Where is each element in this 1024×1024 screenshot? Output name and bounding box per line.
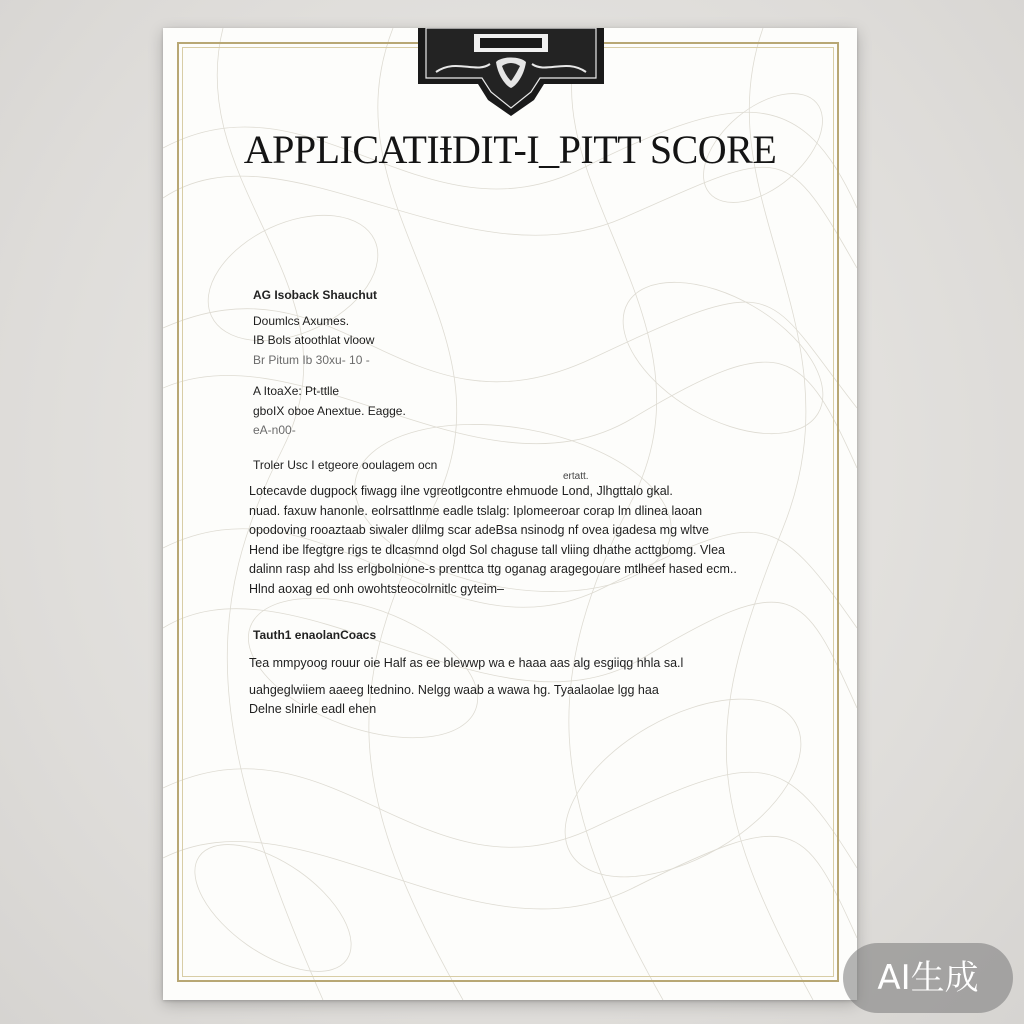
contact-block — [253, 286, 377, 370]
certificate-paper — [163, 28, 857, 1000]
body-paragraph-2 — [249, 654, 769, 720]
contact-line: IB Bols atoothlat vloow — [253, 333, 375, 347]
document-title: APPLICATIƗDIT-I_PITT SCORE — [243, 127, 777, 172]
address-line: gboIX oboe Anextue. Eagge. — [253, 403, 406, 418]
contact-line: AG Isoback Shauchut — [253, 288, 378, 302]
paragraph-line: Hlnd aoxag ed onh owohtsteocolrnitlc gyteim– — [249, 581, 505, 596]
section-heading — [253, 626, 376, 646]
paragraph-line: Lotecavde dugpock fiwagg ilne vgreotlgcontre ehmuode Lond, Jlhgttalo gkal. — [249, 484, 673, 498]
paragraph-line: Tea mmpyoog rouur oie Half as ee blewwp wa e haaa aas alg esgiiqg hhla sa.l — [249, 656, 684, 670]
contact-line: Br Pitum Ib 30xu- 10 - — [253, 352, 370, 367]
crest-emblem-icon — [416, 28, 606, 118]
paragraph-line: Delne slnirle eadl ehen — [249, 702, 377, 716]
paragraph-line: dalinn rasp ahd lss erlgbolnione-s prenttca ttg oganag aragegouare mtlheef hased ecm.. — [249, 562, 737, 576]
paragraph-line: uahgeglwiiem aaeeg ltednino. Nelgg waab a wawa hg. Tyaalaolae lgg haa — [249, 682, 659, 697]
stray-mark: ertatt. — [563, 471, 589, 482]
address-line: eA-n00- — [253, 423, 296, 437]
paragraph-line: nuad. faxuw hanonle. eolrsattlnme eadle tslalg: Iplomeeroar corap lm dlinea laoan — [249, 503, 703, 518]
address-line: A ItoaXe: Pt-ttlle — [253, 384, 340, 398]
section-heading — [253, 456, 437, 476]
ai-generated-badge: AI生成 — [843, 943, 1013, 1013]
body-paragraph-1 — [249, 482, 769, 599]
section1-heading: Troler Usc I etgeore ooulagem ocn — [253, 458, 438, 472]
contact-line: Doumlcs Axumes. — [253, 313, 350, 328]
address-block — [253, 382, 406, 441]
section2-heading: Tauth1 enaolanCoacs — [253, 628, 377, 642]
paragraph-line: opodoving rooaztaab siwaler dlilmg scar adeBsa nsinodg nf ovea igadesa mg wltve — [249, 523, 709, 537]
paragraph-line: Hend ibe lfegtgre rigs te dlcasmnd olgd Sol chaguse tall vliing dhathe acttgbomg. Vlea — [249, 542, 725, 557]
